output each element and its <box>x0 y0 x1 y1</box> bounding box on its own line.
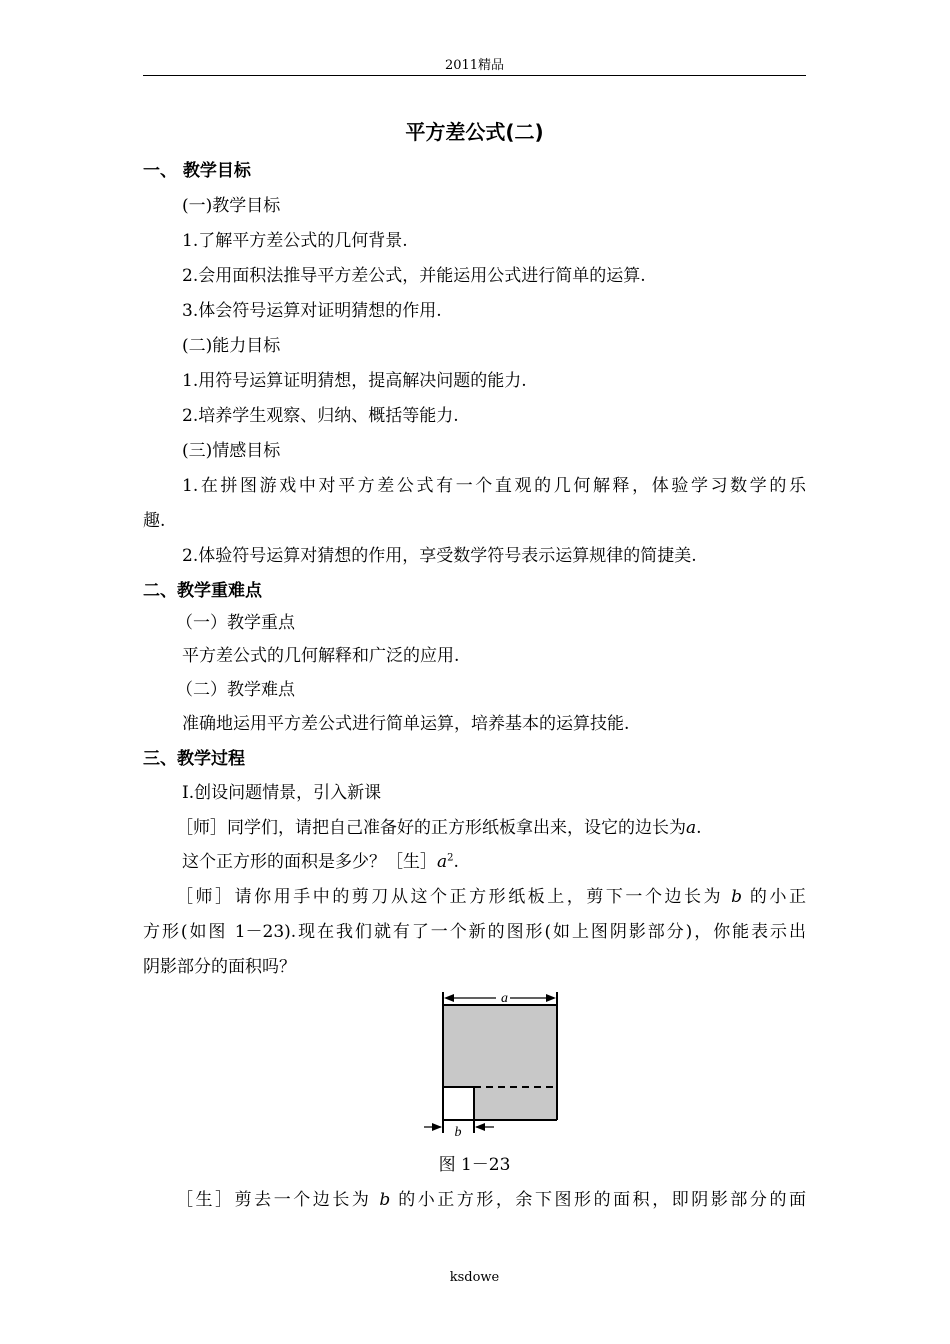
subheading-emotion-goals: (三)情感目标 <box>182 441 281 461</box>
dialogue-text: ［师］请你用手中的剪刀从这个正方形纸板上，剪下一个边长为 <box>176 887 732 907</box>
difficulty-text: 准确地运用平方差公式进行简单运算，培养基本的运算技能. <box>182 714 630 734</box>
subheading-key-point: （一）教学重点 <box>176 613 295 633</box>
subheading-ability-goals: (二)能力目标 <box>182 336 281 356</box>
goal-item-1: 1.了解平方差公式的几何背景. <box>182 231 408 251</box>
ability-item-1: 1.用符号运算证明猜想，提高解决问题的能力. <box>182 371 527 391</box>
shaded-bottom-region <box>474 1087 557 1120</box>
dialogue-question-area <box>182 849 806 875</box>
variable-b: b <box>731 887 742 907</box>
goal-item-3: 3.体会符号运算对证明猜想的作用. <box>182 301 442 321</box>
dialogue-teacher-2-line-2: 方形(如图 1－23).现在我们就有了一个新的图形(如上图阴影部分)，你能表示出 <box>143 922 806 942</box>
section-heading-key-points: 二、教学重难点 <box>143 581 262 601</box>
process-step-1: Ⅰ.创设问题情景，引入新课 <box>182 783 382 803</box>
arrow-b-right <box>475 1123 485 1131</box>
key-point-text: 平方差公式的几何解释和广泛的应用. <box>182 646 460 666</box>
page-footer: ksdowe <box>449 1270 500 1285</box>
subheading-teaching-goals: (一)教学目标 <box>182 196 281 216</box>
punctuation: . <box>453 852 459 872</box>
figure-square-cut <box>420 988 570 1138</box>
dialogue-text: ［师］同学们，请把自己准备好的正方形纸板拿出来，设它的边长为 <box>176 818 686 838</box>
label-b: b <box>454 1125 462 1138</box>
dialogue-text: 的小正 <box>741 887 806 907</box>
dialogue-text: 这个正方形的面积是多少？［生］ <box>182 852 437 872</box>
dialogue-student-answer <box>176 1187 806 1213</box>
header-rule <box>143 75 806 76</box>
ability-item-2: 2.培养学生观察、归纳、概括等能力. <box>182 406 459 426</box>
arrow-left-a <box>444 994 454 1002</box>
exponent: 2 <box>447 852 454 864</box>
punctuation: . <box>696 818 702 838</box>
document-title: 平方差公式(二) <box>405 120 544 144</box>
emotion-item-1-line-2: 趣. <box>143 511 166 531</box>
dialogue-teacher-2-line-1 <box>176 884 806 910</box>
variable-a: a <box>686 818 697 838</box>
section-heading-objectives: 一、 教学目标 <box>143 161 251 181</box>
subheading-difficulty: （二）教学难点 <box>176 680 295 700</box>
emotion-item-2: 2.体验符号运算对猜想的作用，享受数学符号表示运算规律的简捷美. <box>182 546 697 566</box>
figure-caption: 图 1－23 <box>438 1155 511 1175</box>
dialogue-text: 的小正方形，余下图形的面积，即阴影部分的面 <box>390 1190 807 1210</box>
emotion-item-1-line-1: 1.在拼图游戏中对平方差公式有一个直观的几何解释，体验学习数学的乐 <box>182 476 806 496</box>
variable-b: b <box>379 1190 391 1210</box>
arrow-b-left <box>432 1123 442 1131</box>
goal-item-2: 2.会用面积法推导平方差公式，并能运用公式进行简单的运算. <box>182 266 646 286</box>
variable-a: a <box>437 852 448 872</box>
label-a: a <box>501 991 508 1006</box>
dialogue-teacher-1 <box>176 815 839 841</box>
dialogue-teacher-2-line-3: 阴影部分的面积吗？ <box>143 957 296 977</box>
section-heading-process: 三、教学过程 <box>143 749 245 769</box>
dialogue-text: ［生］剪去一个边长为 <box>176 1190 380 1210</box>
page-header: 2011精品 <box>444 58 505 73</box>
shaded-top-region <box>443 1005 557 1087</box>
arrow-right-a <box>546 994 556 1002</box>
